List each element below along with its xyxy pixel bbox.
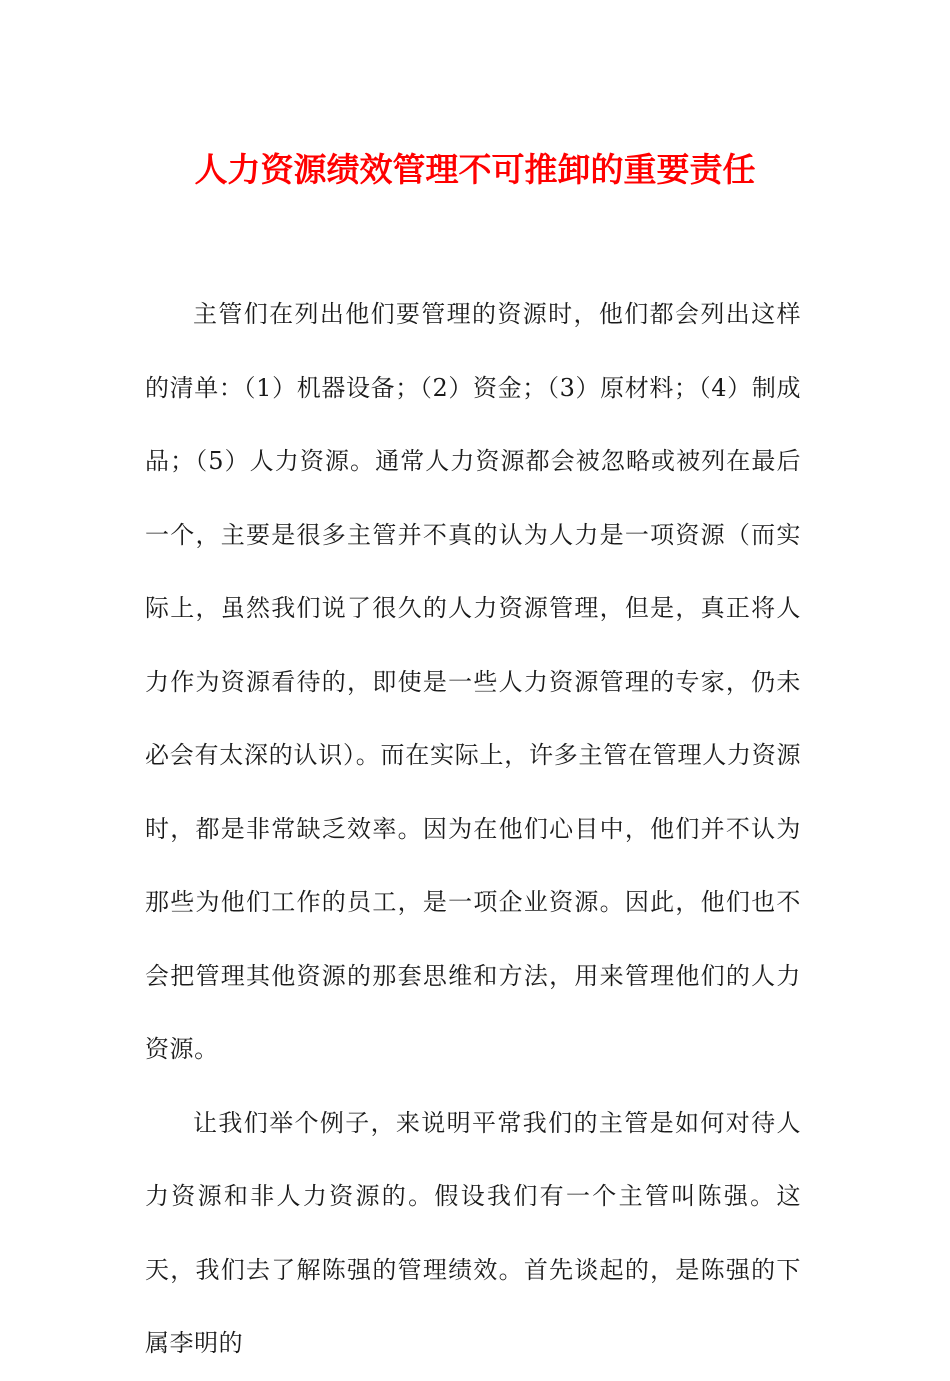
document-body bbox=[145, 278, 801, 1381]
paragraph-2: 让我们举个例子，来说明平常我们的主管是如何对待人力资源和非人力资源的。假设我们有一个主管叫陈强。这天，我们去了解陈强的管理绩效。首先谈起的，是陈强的下属李明的 bbox=[145, 1108, 801, 1357]
paragraph-1: 主管们在列出他们要管理的资源时，他们都会列出这样的清单：（1）机器设备；（2）资金；（3）原材料；（4）制成品；（5）人力资源。通常人力资源都会被忽略或被列在最后一个，主要是很多主管并不真的认为人力是一项资源（而实际上，虽然我们说了很久的人力资源管理，但是，真正将人力作为资源看待的，即使是一些人力资源管理的专家，仍未必会有太深的认识）。而在实际上，许多主管在管理人力资源时，都是非常缺乏效率。因为在他们心目中，他们并不认为那些为他们工作的员工，是一项企业资源。因此，他们也不会把管理其他资源的那套思维和方法，用来管理他们的人力资源。 bbox=[145, 300, 801, 1063]
document-title: 人力资源绩效管理不可推卸的重要责任 bbox=[194, 150, 756, 189]
